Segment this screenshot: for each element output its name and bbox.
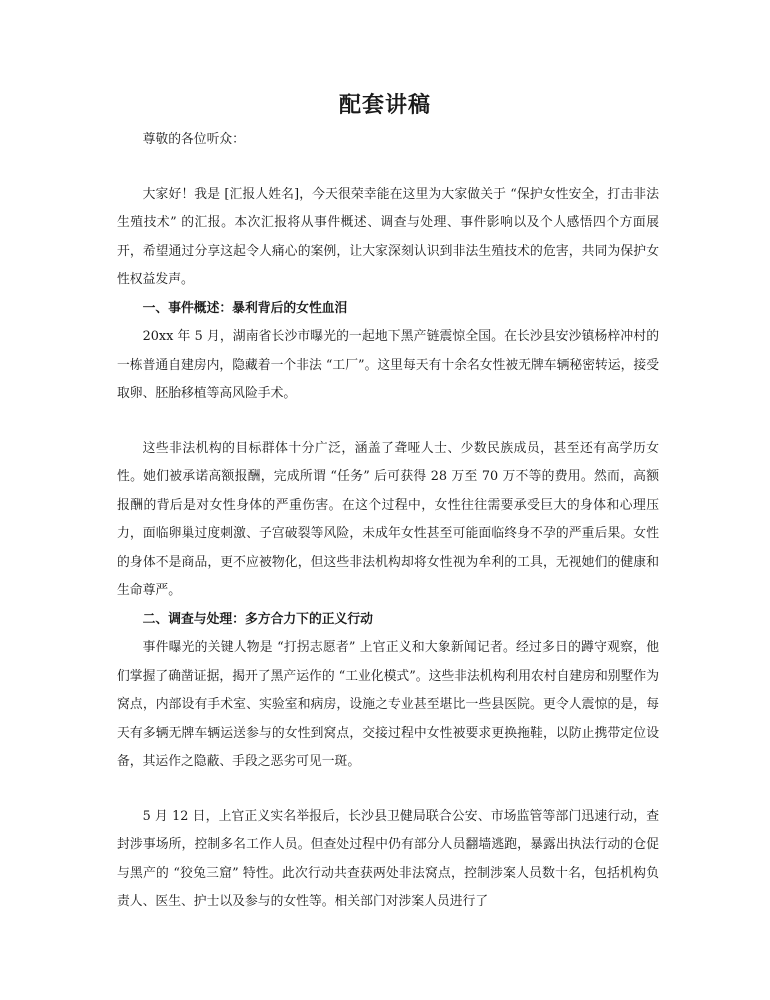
paragraph-investigation-2: 5 月 12 日，上官正义实名举报后，长沙县卫健局联合公安、市场监管等部门迅速行动，查封涉事场所，控制多名工作人员。但查处过程中仍有部分人员翻墙逃跑，暴露出执法行动的仓促与黑产的 “狡兔三窟” 特性。此次行动共查获两处非法窝点，控制涉案人员数十名，包括机构负责人、医生、护士以及参与的女性等。相关部门对涉案人员进行了: [117, 808, 659, 909]
document-title: 配套讲稿: [338, 92, 431, 118]
greeting: 尊敬的各位听众：: [142, 132, 245, 147]
paragraph-intro: 大家好！我是 [汇报人姓名]，今天很荣幸能在这里为大家做关于 “保护女性安全，打击非法生殖技术” 的汇报。本次汇报将从事件概述、调查与处理、事件影响以及个人感悟四个方面展开，希望通过分享这起令人痛心的案例，让大家深刻认识到非法生殖技术的危害，共同为保护女性权益发声。: [117, 186, 659, 287]
section-heading-investigation: 二、调查与处理：多方合力下的正义行动: [142, 611, 373, 627]
paragraph-overview-1: 20xx 年 5 月，湖南省长沙市曝光的一起地下黑产链震惊全国。在长沙县安沙镇杨梓冲村的一栋普通自建房内，隐藏着一个非法 “工厂”。这里每天有十余名女性被无牌车辆秘密转运，接受取卵、胚胎移植等高风险手术。: [117, 329, 659, 401]
paragraph-investigation-1: 事件曝光的关键人物是 “打拐志愿者” 上官正义和大象新闻记者。经过多日的蹲守观察，他们掌握了确凿证据，揭开了黑产运作的 “工业化模式”。这些非法机构利用农村自建房和别墅作为窝点，内部设有手术室、实验室和病房，设施之专业甚至堪比一些县医院。更令人震惊的是，每天有多辆无牌车辆运送参与的女性到窝点，交接过程中女性被要求更换拖鞋，以防止携带定位设备，其运作之隐蔽、手段之恶劣可见一斑。: [117, 640, 659, 769]
section-heading-overview: 一、事件概述：暴利背后的女性血泪: [142, 300, 348, 316]
paragraph-overview-2: 这些非法机构的目标群体十分广泛，涵盖了聋哑人士、少数民族成员，甚至还有高学历女性。她们被承诺高额报酬，完成所谓 “任务” 后可获得 28 万至 70 万不等的费用。然而，高额报酬的背后是对女性身体的严重伤害。在这个过程中，女性往往需要承受巨大的身体和心理压力，面临卵巢过度刺激、子宫破裂等风险，未成年女性甚至可能面临终身不孕的严重后果。女性的身体不是商品，更不应被物化，但这些非法机构却将女性视为牟利的工具，无视她们的健康和生命尊严。: [117, 440, 659, 598]
document-body: [117, 126, 659, 917]
